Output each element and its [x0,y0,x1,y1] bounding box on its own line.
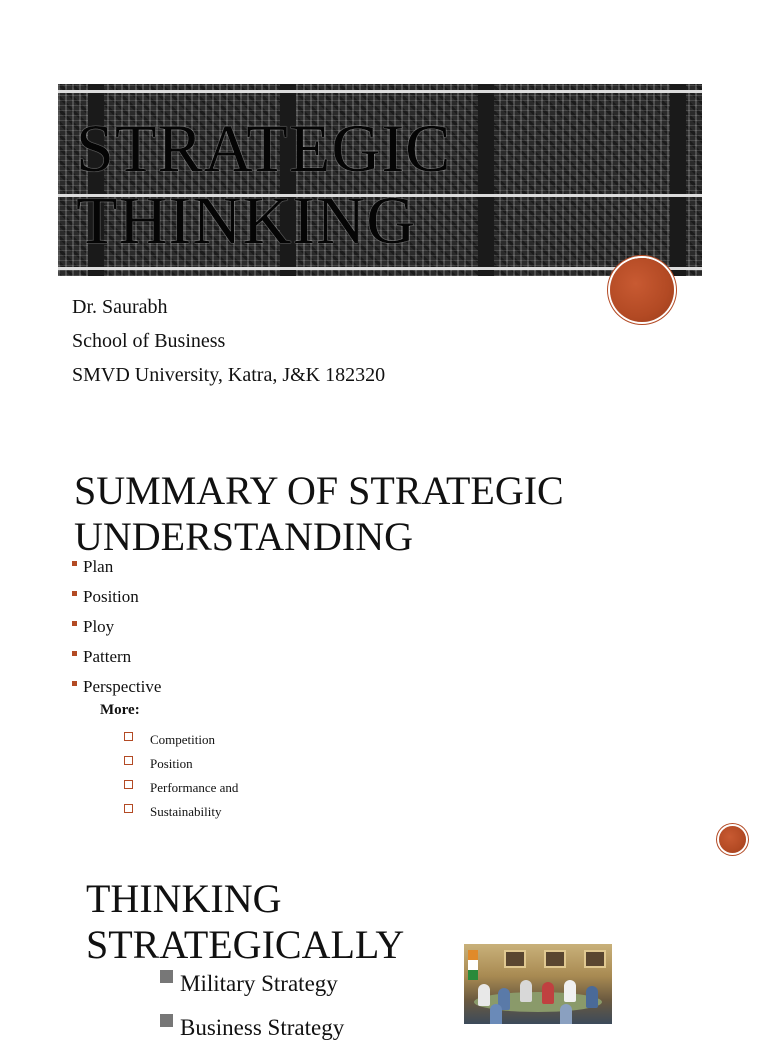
banner-stripe [478,84,494,276]
title-banner [58,84,702,276]
strategy-bullet-list [158,962,344,1050]
meeting-photo [464,944,612,1024]
person-shape [542,982,554,1004]
list-item [124,728,238,752]
thinking-title-line-1: THINKING [86,876,282,921]
wall-frame [584,950,606,968]
hollow-square-bullet-icon [124,732,133,741]
bullet-text: Military Strategy [180,971,338,996]
bullet-text: Position [83,587,139,606]
orange-circle-icon [610,258,674,322]
list-item [72,642,161,672]
hollow-square-bullet-icon [124,780,133,789]
presenter-university: SMVD University, Katra, J&K 182320 [72,364,386,386]
square-bullet-icon [72,651,77,656]
orange-circle-icon [719,826,746,853]
bullet-text: Pattern [83,647,132,666]
square-bullet-icon [72,561,77,566]
slide-title [76,112,451,256]
list-item [72,612,161,642]
summary-title-line-1: SUMMARY OF STRATEGIC [74,468,564,513]
sub-bullet-text: Competition [150,732,215,747]
summary-bullet-list [72,552,161,702]
banner-stripe [670,84,686,276]
square-bullet-icon [160,1014,173,1027]
square-bullet-icon [160,970,173,983]
list-item [72,672,161,702]
person-shape [478,984,490,1006]
person-shape [564,980,576,1002]
thinking-title [86,876,404,968]
thinking-title-line-2: STRATEGICALLY [86,922,405,967]
title-line-2: THINKING [76,182,417,258]
title-line-1: STRATEGIC [76,110,452,186]
bullet-text: Business Strategy [180,1015,345,1040]
presenter-name: Dr. Saurabh [72,296,168,318]
hollow-square-bullet-icon [124,804,133,813]
square-bullet-icon [72,681,77,686]
list-item [158,962,344,1006]
summary-title-line-2: UNDERSTANDING [74,514,414,559]
summary-title [74,468,564,560]
bullet-text: Perspective [83,677,162,696]
wall-frame [504,950,526,968]
bullet-text: Plan [83,557,114,576]
person-shape [490,1004,502,1024]
list-item [158,1006,344,1050]
more-label: More: [100,702,140,718]
bullet-text: Ploy [83,617,115,636]
person-shape [586,986,598,1008]
flag-shape [468,950,478,980]
list-item [72,552,161,582]
more-sub-list [124,728,238,824]
person-shape [520,980,532,1002]
sub-bullet-text: Position [150,756,193,771]
list-item [72,582,161,612]
presenter-school: School of Business [72,330,226,352]
banner-line [58,90,702,93]
list-item [124,752,238,776]
list-item [124,800,238,824]
sub-bullet-text: Sustainability [150,804,222,819]
sub-bullet-text: Performance and [150,780,239,795]
list-item [124,776,238,800]
banner-line [58,267,702,270]
person-shape [560,1004,572,1024]
hollow-square-bullet-icon [124,756,133,765]
presenter-info [72,290,385,392]
square-bullet-icon [72,591,77,596]
wall-frame [544,950,566,968]
square-bullet-icon [72,621,77,626]
